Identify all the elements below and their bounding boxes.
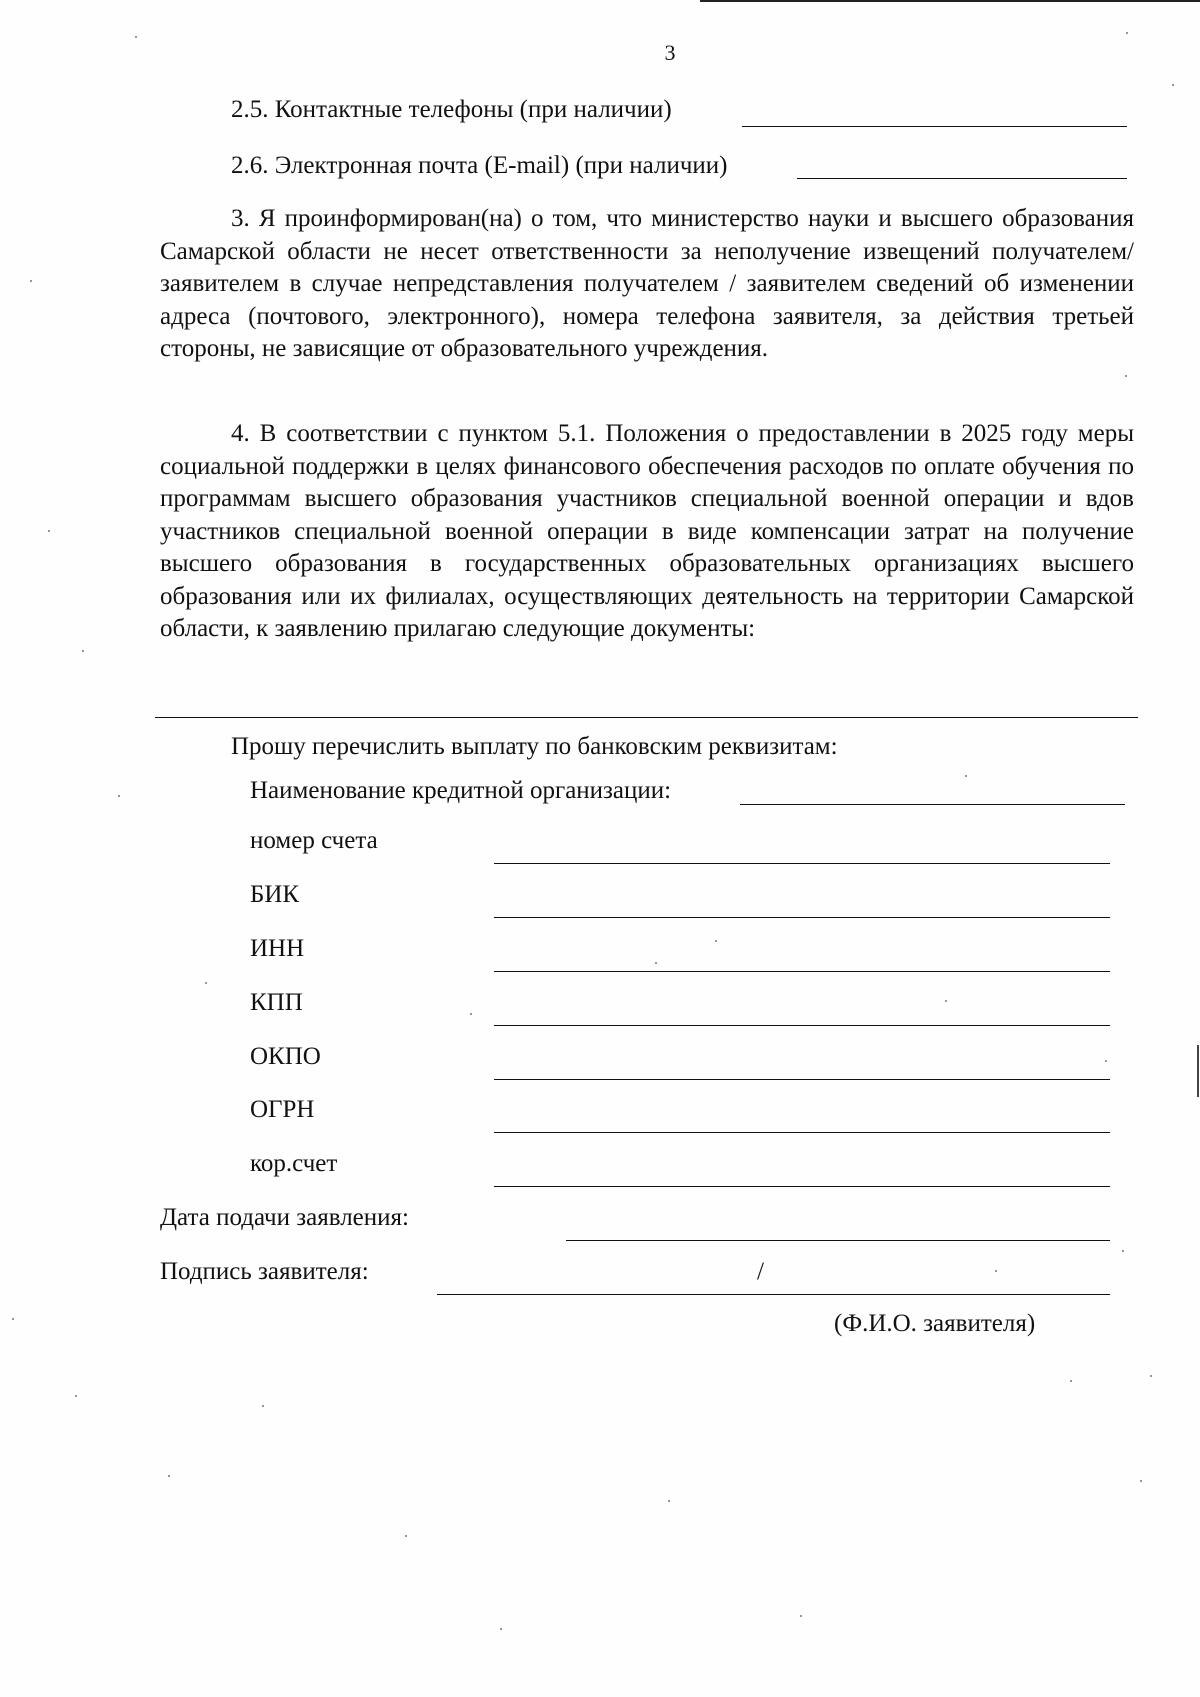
kpp-label: КПП: [250, 989, 303, 1016]
scan-edge-mark: [1197, 1045, 1199, 1097]
scan-speck: [965, 775, 967, 777]
kpp-field[interactable]: [494, 1025, 1110, 1026]
email-label: 2.6. Электронная почта (E-mail) (при наличии): [231, 152, 728, 179]
paragraph-4: 4. В соответствии с пунктом 5.1. Положения о предоставлении в 2025 году меры социальной поддержки в целях финансового обеспечения расходов по оплате обучения по программам высшего образования участников специальной военной операции и вдов участников специальной военной операции в виде компенсации затрат на получение высшего образования в государственных образовательных организациях высшего образования или их филиалах, осуществляющих деятельность на территории Самарской области, к заявлению прилагаю следующие документы:: [160, 420, 1134, 642]
scan-speck: [12, 1318, 14, 1320]
bik-label: БИК: [250, 881, 300, 908]
bank-org-label: Наименование кредитной организации:: [250, 777, 672, 804]
scan-speck: [500, 1628, 502, 1630]
account-number-label: номер счета: [250, 827, 378, 854]
scan-speck: [405, 1535, 407, 1537]
signature-label: Подпись заявителя:: [160, 1258, 369, 1285]
bank-intro: Прошу перечислить выплату по банковским реквизитам:: [231, 733, 838, 760]
scan-speck: [118, 795, 120, 797]
scan-speck: [1150, 1375, 1152, 1377]
email-field[interactable]: [797, 178, 1127, 179]
signature-separator: /: [757, 1258, 764, 1285]
account-number-field[interactable]: [494, 863, 1110, 864]
scan-speck: [1140, 1480, 1142, 1482]
paragraph-3: 3. Я проинформирован(на) о том, что министерство науки и высшего образования Самарской области не несет ответственности за неполучение извещений получателем/ заявителем в случае непредставления получателем / заявителем сведений об изменении адреса (почтового, электронного), номера телефона заявителя, за действия третьей стороны, не зависящие от образовательного учреждения.: [160, 205, 1134, 362]
scan-speck: [205, 982, 207, 984]
submission-date-label: Дата подачи заявления:: [160, 1204, 409, 1231]
phones-label: 2.5. Контактные телефоны (при наличии): [231, 96, 672, 123]
scan-speck: [470, 1013, 472, 1015]
korr-account-field[interactable]: [494, 1186, 1110, 1187]
scan-speck: [82, 650, 84, 652]
inn-label: ИНН: [250, 935, 305, 962]
scan-speck: [655, 962, 657, 964]
scan-speck: [715, 940, 717, 942]
scan-speck: [30, 280, 32, 282]
scan-speck: [1070, 1380, 1072, 1382]
scan-speck: [945, 1000, 947, 1002]
page-number: 3: [664, 40, 676, 65]
scan-speck: [800, 1615, 802, 1617]
submission-date-field[interactable]: [566, 1240, 1110, 1241]
okpo-field[interactable]: [494, 1079, 1110, 1080]
bik-field[interactable]: [494, 917, 1110, 918]
ogrn-field[interactable]: [494, 1132, 1110, 1133]
scan-speck: [995, 1270, 997, 1272]
scan-speck: [75, 1395, 77, 1397]
signature-field[interactable]: [437, 1294, 1110, 1295]
okpo-label: ОКПО: [250, 1043, 321, 1070]
scan-speck: [168, 1475, 170, 1477]
bank-org-field[interactable]: [740, 804, 1125, 805]
scan-speck: [1172, 84, 1174, 86]
scan-speck: [1125, 375, 1127, 377]
ogrn-label: ОГРН: [250, 1096, 315, 1123]
fio-caption: (Ф.И.О. заявителя): [834, 1310, 1036, 1337]
korr-account-label: кор.счет: [250, 1150, 338, 1177]
scan-speck: [1122, 1250, 1124, 1252]
phones-field[interactable]: [742, 126, 1127, 127]
scan-speck: [1126, 32, 1128, 34]
scan-speck: [262, 1405, 264, 1407]
scan-border-line: [700, 0, 1200, 2]
scan-speck: [48, 530, 50, 532]
scan-speck: [668, 1500, 670, 1502]
documents-field[interactable]: [155, 717, 1138, 718]
inn-field[interactable]: [494, 971, 1110, 972]
scan-speck: [1105, 1060, 1107, 1062]
scan-speck: [135, 36, 137, 38]
